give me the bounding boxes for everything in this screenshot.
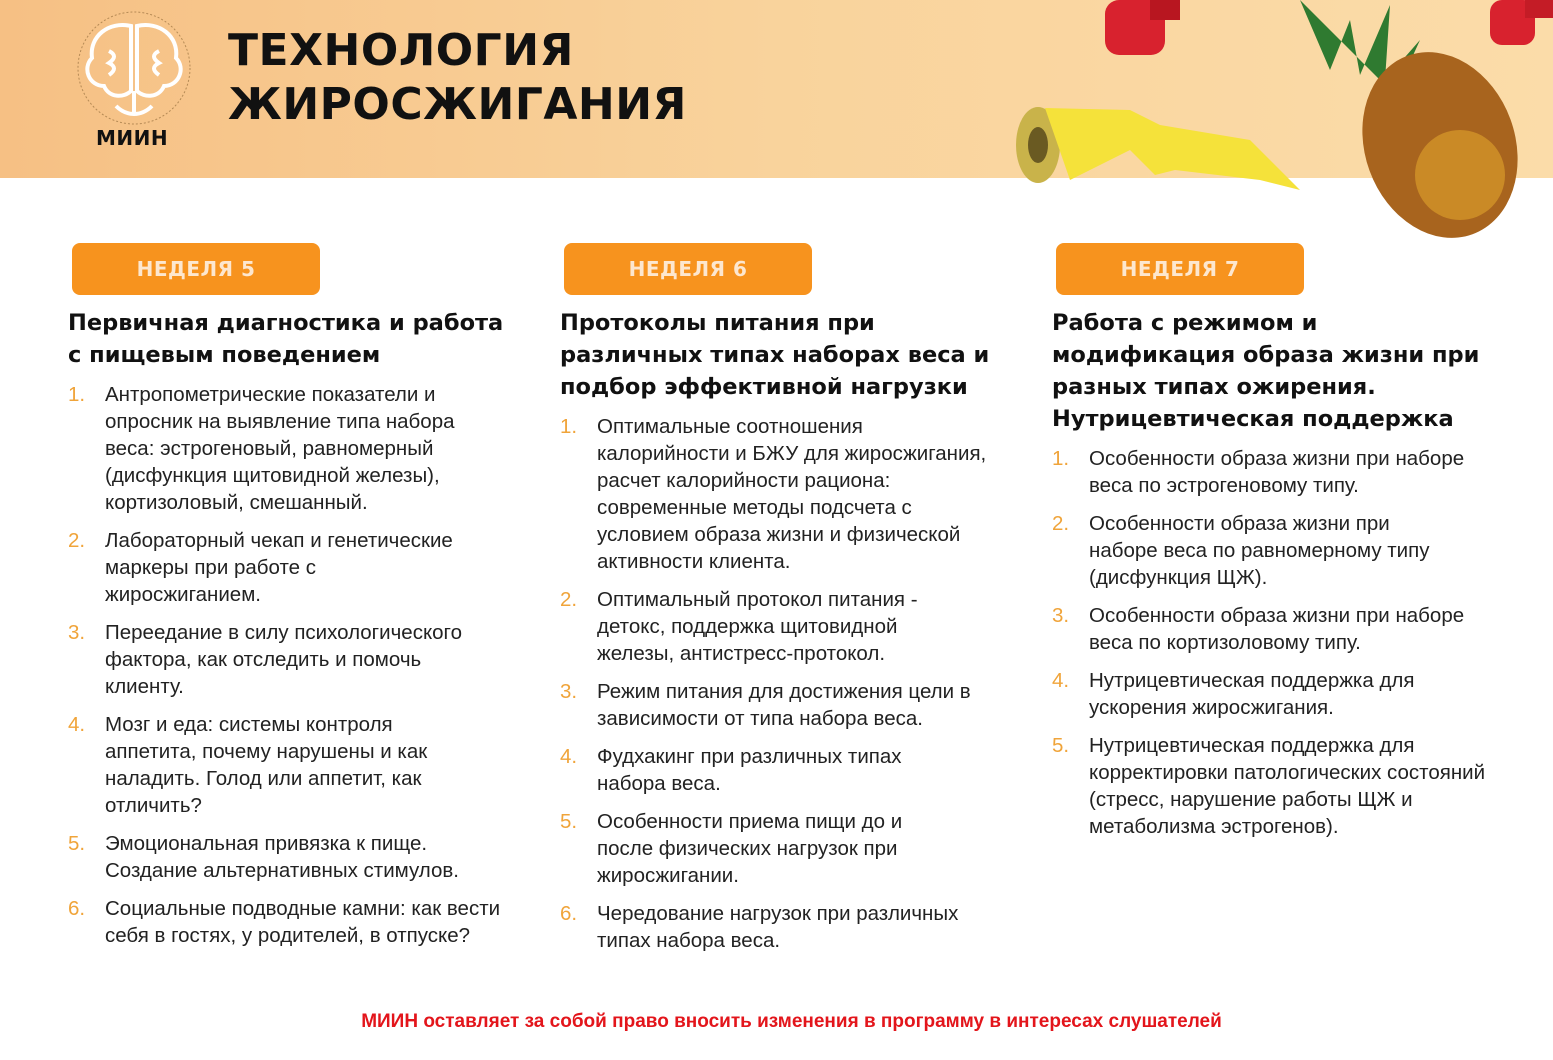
disclaimer-footer: МИИН оставляет за собой право вносить изменения в программу в интересах слушателей [361, 1011, 1222, 1032]
measuring-tape-icon [1016, 107, 1300, 190]
week-5-heading: Первичная диагностика и работа с пищевым поведением [68, 310, 504, 368]
item-text: Нутрицевтическая поддержка для ускорения жиросжигания. [1089, 669, 1415, 719]
list-item [560, 900, 1010, 954]
week-6-column [560, 243, 1010, 965]
item-text: Эмоциональная привязка к пище. Создание альтернативных стимулов. [105, 832, 459, 882]
week-7-column [1052, 243, 1502, 851]
item-number: 3. [560, 680, 578, 703]
dumbbell-icon [1490, 0, 1553, 45]
list-item [1052, 732, 1502, 840]
item-text: Мозг и еда: системы контроля аппетита, почему нарушены и как наладить. Голод или аппетит, как отличить? [105, 713, 428, 817]
item-number: 2. [1052, 512, 1070, 535]
week-6-badge: НЕДЕЛЯ 6 [564, 243, 812, 295]
decorative-fitness-image [1000, 0, 1553, 240]
item-text: Оптимальные соотношения калорийности и БЖУ для жиросжигания, расчет калорийности рациона: современные методы подсчета с условием образа жизни и физической активности клиента. [597, 415, 987, 573]
page-title [228, 24, 687, 132]
list-item [1052, 445, 1502, 499]
logo-text: МИИН [96, 126, 169, 150]
week-7-list [1052, 445, 1502, 840]
week-7-heading: Работа с режимом и модификация образа жизни при разных типах ожирения. Нутрицевтическая поддержка [1052, 310, 1480, 432]
item-text: Особенности приема пищи до и после физических нагрузок при жиросжигании. [597, 810, 903, 887]
item-text: Особенности образа жизни при наборе веса по равномерному типу (дисфункция ЩЖ). [1089, 512, 1430, 589]
week-5-column [68, 243, 518, 960]
list-item [68, 381, 518, 516]
list-item [68, 830, 518, 884]
list-item [1052, 602, 1502, 656]
title-line-1: ТЕХНОЛОГИЯ [228, 25, 574, 76]
item-text: Лабораторный чекап и генетические маркеры при работе с жиросжиганием. [105, 529, 453, 606]
item-number: 3. [68, 621, 86, 644]
list-item [560, 743, 1010, 797]
item-number: 1. [560, 415, 578, 438]
list-item [560, 678, 1010, 732]
item-text: Социальные подводные камни: как вести себя в гостях, у родителей, в отпуске? [105, 897, 501, 947]
item-text: Особенности образа жизни при наборе веса по эстрогеновому типу. [1089, 447, 1465, 497]
item-number: 2. [68, 529, 86, 552]
item-number: 5. [1052, 734, 1070, 757]
list-item [1052, 667, 1502, 721]
item-number: 2. [560, 588, 578, 611]
week-5-badge: НЕДЕЛЯ 5 [72, 243, 320, 295]
item-text: Переедание в силу психологического фактора, как отследить и помочь клиенту. [105, 621, 462, 698]
list-item [560, 586, 1010, 667]
item-number: 4. [1052, 669, 1070, 692]
list-item [560, 413, 1010, 575]
item-number: 6. [68, 897, 86, 920]
list-item [68, 619, 518, 700]
list-item [68, 527, 518, 608]
dumbbell-icon [1105, 0, 1180, 55]
title-line-2: ЖИРОСЖИГАНИЯ [228, 79, 687, 130]
item-text: Нутрицевтическая поддержка для корректировки патологических состояний (стресс, нарушение работы ЩЖ и метаболизма эстрогенов). [1089, 734, 1486, 838]
header-banner [0, 0, 1553, 178]
week-6-list [560, 413, 1010, 954]
week-6-heading: Протоколы питания при различных типах наборах веса и подбор эффективной нагрузки [560, 310, 990, 400]
item-text: Антропометрические показатели и опросник на выявление типа набора веса: эстрогеновый, равномерный (дисфункция щитовидной железы), кортизоловый, смешанный. [105, 383, 455, 514]
item-number: 1. [68, 383, 86, 406]
item-number: 4. [560, 745, 578, 768]
item-number: 4. [68, 713, 86, 736]
item-number: 1. [1052, 447, 1070, 470]
list-item [1052, 510, 1502, 591]
list-item [68, 711, 518, 819]
item-number: 3. [1052, 604, 1070, 627]
list-item [560, 808, 1010, 889]
week-7-badge: НЕДЕЛЯ 7 [1056, 243, 1304, 295]
item-text: Оптимальный протокол питания - детокс, поддержка щитовидной железы, антистресс-протокол. [597, 588, 918, 665]
week-5-list [68, 381, 518, 949]
item-text: Фудхакинг при различных типах набора веса. [597, 745, 902, 795]
item-number: 6. [560, 902, 578, 925]
item-number: 5. [560, 810, 578, 833]
item-text: Режим питания для достижения цели в зависимости от типа набора веса. [597, 680, 971, 730]
item-number: 5. [68, 832, 86, 855]
item-text: Чередование нагрузок при различных типах набора веса. [597, 902, 959, 952]
item-text: Особенности образа жизни при наборе веса по кортизоловому типу. [1089, 604, 1465, 654]
list-item [68, 895, 518, 949]
